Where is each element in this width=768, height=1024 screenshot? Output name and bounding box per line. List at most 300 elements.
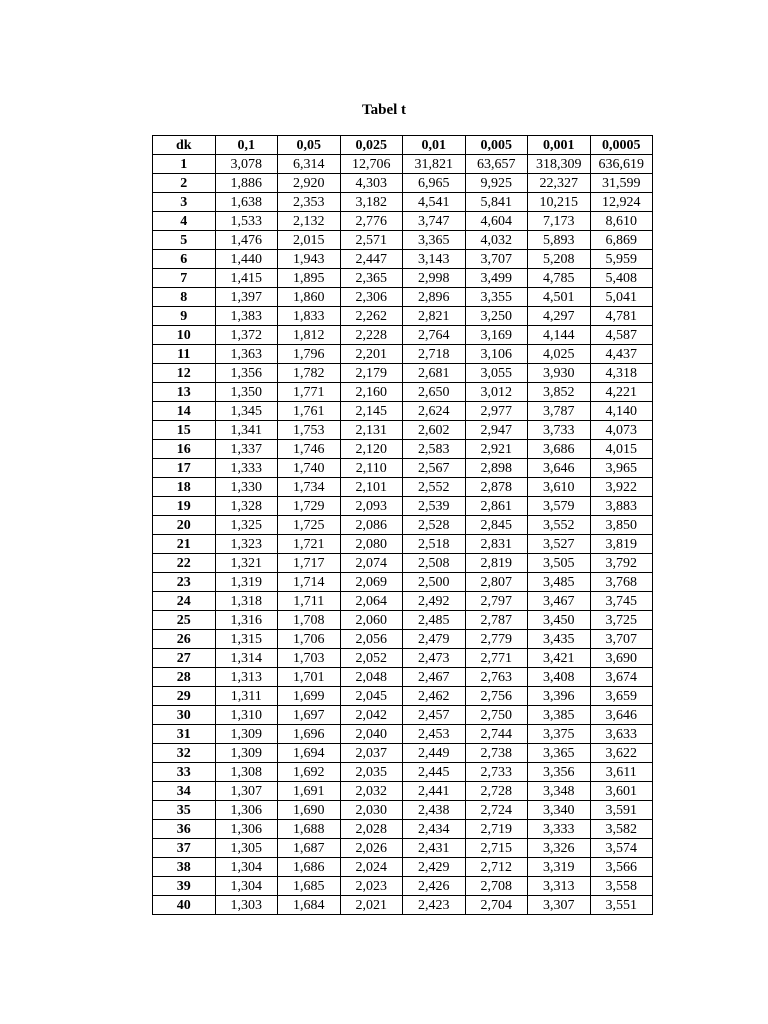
- table-cell: 1,311: [215, 687, 278, 706]
- row-dk-cell: 18: [153, 478, 216, 497]
- table-row: [153, 383, 653, 402]
- table-cell: 1,309: [215, 744, 278, 763]
- table-row: [153, 630, 653, 649]
- table-row: [153, 573, 653, 592]
- table-row: [153, 801, 653, 820]
- table-row: [153, 554, 653, 573]
- table-cell: 1,734: [278, 478, 341, 497]
- table-cell: 318,309: [528, 155, 591, 174]
- table-cell: 3,659: [590, 687, 653, 706]
- table-cell: 3,819: [590, 535, 653, 554]
- row-dk-cell: 10: [153, 326, 216, 345]
- table-cell: 3,707: [465, 250, 528, 269]
- table-cell: 2,040: [340, 725, 403, 744]
- table-row: [153, 288, 653, 307]
- table-row: [153, 326, 653, 345]
- table-cell: 3,852: [528, 383, 591, 402]
- row-dk-cell: 3: [153, 193, 216, 212]
- table-cell: 2,756: [465, 687, 528, 706]
- table-cell: 2,228: [340, 326, 403, 345]
- row-dk-cell: 6: [153, 250, 216, 269]
- table-cell: 3,333: [528, 820, 591, 839]
- row-dk-cell: 28: [153, 668, 216, 687]
- table-cell: 4,303: [340, 174, 403, 193]
- table-cell: 3,686: [528, 440, 591, 459]
- row-dk-cell: 32: [153, 744, 216, 763]
- row-dk-cell: 26: [153, 630, 216, 649]
- table-cell: 4,587: [590, 326, 653, 345]
- table-cell: 2,977: [465, 402, 528, 421]
- row-dk-cell: 29: [153, 687, 216, 706]
- table-cell: 5,841: [465, 193, 528, 212]
- table-cell: 2,074: [340, 554, 403, 573]
- table-cell: 2,120: [340, 440, 403, 459]
- table-cell: 8,610: [590, 212, 653, 231]
- table-row: [153, 364, 653, 383]
- table-cell: 2,462: [403, 687, 466, 706]
- table-cell: 1,761: [278, 402, 341, 421]
- table-cell: 1,397: [215, 288, 278, 307]
- row-dk-cell: 33: [153, 763, 216, 782]
- table-cell: 2,064: [340, 592, 403, 611]
- table-cell: 1,304: [215, 877, 278, 896]
- table-cell: 3,450: [528, 611, 591, 630]
- table-cell: 3,582: [590, 820, 653, 839]
- table-cell: 2,032: [340, 782, 403, 801]
- table-cell: 2,492: [403, 592, 466, 611]
- table-cell: 2,353: [278, 193, 341, 212]
- table-cell: 1,310: [215, 706, 278, 725]
- table-cell: 1,684: [278, 896, 341, 915]
- table-cell: 3,365: [403, 231, 466, 250]
- table-cell: 2,434: [403, 820, 466, 839]
- table-cell: 3,527: [528, 535, 591, 554]
- table-cell: 31,599: [590, 174, 653, 193]
- table-row: [153, 497, 653, 516]
- table-cell: 1,313: [215, 668, 278, 687]
- table-cell: 2,602: [403, 421, 466, 440]
- table-cell: 2,201: [340, 345, 403, 364]
- table-cell: 2,028: [340, 820, 403, 839]
- table-cell: 4,437: [590, 345, 653, 364]
- table-cell: 1,638: [215, 193, 278, 212]
- row-dk-cell: 9: [153, 307, 216, 326]
- table-cell: 1,725: [278, 516, 341, 535]
- table-cell: 1,740: [278, 459, 341, 478]
- table-cell: 3,055: [465, 364, 528, 383]
- table-row: [153, 459, 653, 478]
- table-cell: 3,707: [590, 630, 653, 649]
- table-cell: 2,921: [465, 440, 528, 459]
- column-header: 0,01: [403, 136, 466, 155]
- t-table: [152, 135, 653, 915]
- table-cell: 2,508: [403, 554, 466, 573]
- table-cell: 12,706: [340, 155, 403, 174]
- table-row: [153, 193, 653, 212]
- table-cell: 3,012: [465, 383, 528, 402]
- table-cell: 2,528: [403, 516, 466, 535]
- table-cell: 3,355: [465, 288, 528, 307]
- table-cell: 1,476: [215, 231, 278, 250]
- column-header: 0,0005: [590, 136, 653, 155]
- table-cell: 1,711: [278, 592, 341, 611]
- table-cell: 3,365: [528, 744, 591, 763]
- table-cell: 3,435: [528, 630, 591, 649]
- row-dk-cell: 16: [153, 440, 216, 459]
- table-cell: 1,943: [278, 250, 341, 269]
- row-dk-cell: 36: [153, 820, 216, 839]
- table-cell: 3,499: [465, 269, 528, 288]
- table-cell: 1,753: [278, 421, 341, 440]
- table-cell: 5,408: [590, 269, 653, 288]
- table-cell: 6,314: [278, 155, 341, 174]
- table-cell: 1,303: [215, 896, 278, 915]
- table-cell: 1,771: [278, 383, 341, 402]
- table-row: [153, 421, 653, 440]
- table-cell: 2,552: [403, 478, 466, 497]
- table-row: [153, 858, 653, 877]
- table-cell: 3,768: [590, 573, 653, 592]
- row-dk-cell: 40: [153, 896, 216, 915]
- table-cell: 2,539: [403, 497, 466, 516]
- table-cell: 2,365: [340, 269, 403, 288]
- table-cell: 3,633: [590, 725, 653, 744]
- table-cell: 6,965: [403, 174, 466, 193]
- table-cell: 3,610: [528, 478, 591, 497]
- table-cell: 2,571: [340, 231, 403, 250]
- table-cell: 3,485: [528, 573, 591, 592]
- table-cell: 2,110: [340, 459, 403, 478]
- table-cell: 2,056: [340, 630, 403, 649]
- table-cell: 3,611: [590, 763, 653, 782]
- table-cell: 4,025: [528, 345, 591, 364]
- row-dk-cell: 8: [153, 288, 216, 307]
- table-header-row: [153, 136, 653, 155]
- table-cell: 3,574: [590, 839, 653, 858]
- row-dk-cell: 34: [153, 782, 216, 801]
- table-cell: 4,221: [590, 383, 653, 402]
- table-cell: 2,947: [465, 421, 528, 440]
- table-cell: 3,307: [528, 896, 591, 915]
- table-cell: 1,833: [278, 307, 341, 326]
- column-header: 0,005: [465, 136, 528, 155]
- table-cell: 1,323: [215, 535, 278, 554]
- table-cell: 2,086: [340, 516, 403, 535]
- table-cell: 2,763: [465, 668, 528, 687]
- table-cell: 2,650: [403, 383, 466, 402]
- table-cell: 1,306: [215, 820, 278, 839]
- table-cell: 2,145: [340, 402, 403, 421]
- table-cell: 2,724: [465, 801, 528, 820]
- table-cell: 2,738: [465, 744, 528, 763]
- table-cell: 7,173: [528, 212, 591, 231]
- table-cell: 3,326: [528, 839, 591, 858]
- column-header-dk: dk: [153, 136, 216, 155]
- table-cell: 3,505: [528, 554, 591, 573]
- table-cell: 2,101: [340, 478, 403, 497]
- table-row: [153, 687, 653, 706]
- table-row: [153, 725, 653, 744]
- table-cell: 3,356: [528, 763, 591, 782]
- table-cell: 1,415: [215, 269, 278, 288]
- table-cell: 1,717: [278, 554, 341, 573]
- table-cell: 1,325: [215, 516, 278, 535]
- table-cell: 3,421: [528, 649, 591, 668]
- table-row: [153, 174, 653, 193]
- row-dk-cell: 12: [153, 364, 216, 383]
- row-dk-cell: 24: [153, 592, 216, 611]
- table-cell: 2,429: [403, 858, 466, 877]
- table-cell: 4,073: [590, 421, 653, 440]
- table-cell: 2,431: [403, 839, 466, 858]
- row-dk-cell: 5: [153, 231, 216, 250]
- table-cell: 2,453: [403, 725, 466, 744]
- column-header: 0,001: [528, 136, 591, 155]
- table-cell: 1,691: [278, 782, 341, 801]
- table-cell: 1,697: [278, 706, 341, 725]
- table-cell: 2,779: [465, 630, 528, 649]
- table-cell: 1,350: [215, 383, 278, 402]
- table-cell: 3,747: [403, 212, 466, 231]
- table-cell: 2,132: [278, 212, 341, 231]
- table-cell: 2,708: [465, 877, 528, 896]
- table-cell: 2,473: [403, 649, 466, 668]
- table-cell: 4,032: [465, 231, 528, 250]
- table-cell: 2,878: [465, 478, 528, 497]
- table-cell: 1,692: [278, 763, 341, 782]
- table-cell: 4,604: [465, 212, 528, 231]
- table-cell: 4,501: [528, 288, 591, 307]
- table-cell: 3,396: [528, 687, 591, 706]
- table-cell: 1,363: [215, 345, 278, 364]
- table-row: [153, 877, 653, 896]
- table-cell: 2,023: [340, 877, 403, 896]
- table-cell: 2,441: [403, 782, 466, 801]
- table-cell: 2,518: [403, 535, 466, 554]
- table-cell: 2,896: [403, 288, 466, 307]
- table-cell: 1,699: [278, 687, 341, 706]
- table-cell: 3,558: [590, 877, 653, 896]
- row-dk-cell: 27: [153, 649, 216, 668]
- table-cell: 3,883: [590, 497, 653, 516]
- table-cell: 1,316: [215, 611, 278, 630]
- table-cell: 4,144: [528, 326, 591, 345]
- row-dk-cell: 25: [153, 611, 216, 630]
- table-cell: 1,328: [215, 497, 278, 516]
- row-dk-cell: 38: [153, 858, 216, 877]
- table-cell: 1,440: [215, 250, 278, 269]
- table-cell: 4,785: [528, 269, 591, 288]
- table-row: [153, 212, 653, 231]
- row-dk-cell: 37: [153, 839, 216, 858]
- row-dk-cell: 2: [153, 174, 216, 193]
- table-cell: 3,348: [528, 782, 591, 801]
- row-dk-cell: 13: [153, 383, 216, 402]
- table-cell: 1,319: [215, 573, 278, 592]
- table-cell: 2,845: [465, 516, 528, 535]
- table-cell: 2,500: [403, 573, 466, 592]
- table-cell: 3,169: [465, 326, 528, 345]
- table-cell: 1,304: [215, 858, 278, 877]
- table-cell: 2,042: [340, 706, 403, 725]
- table-cell: 3,579: [528, 497, 591, 516]
- table-cell: 3,552: [528, 516, 591, 535]
- table-cell: 4,781: [590, 307, 653, 326]
- table-row: [153, 592, 653, 611]
- table-cell: 2,719: [465, 820, 528, 839]
- table-cell: 3,551: [590, 896, 653, 915]
- table-cell: 3,674: [590, 668, 653, 687]
- table-cell: 3,250: [465, 307, 528, 326]
- table-cell: 2,179: [340, 364, 403, 383]
- row-dk-cell: 4: [153, 212, 216, 231]
- column-header: 0,1: [215, 136, 278, 155]
- table-cell: 3,690: [590, 649, 653, 668]
- table-cell: 2,021: [340, 896, 403, 915]
- row-dk-cell: 17: [153, 459, 216, 478]
- row-dk-cell: 23: [153, 573, 216, 592]
- table-cell: 1,895: [278, 269, 341, 288]
- table-body: [153, 155, 653, 915]
- table-cell: 2,819: [465, 554, 528, 573]
- table-cell: 3,106: [465, 345, 528, 364]
- table-cell: 1,782: [278, 364, 341, 383]
- table-cell: 1,337: [215, 440, 278, 459]
- page-title: Tabel t: [361, 102, 407, 118]
- table-cell: 2,479: [403, 630, 466, 649]
- table-cell: 2,898: [465, 459, 528, 478]
- table-cell: 1,318: [215, 592, 278, 611]
- table-cell: 2,030: [340, 801, 403, 820]
- table-row: [153, 744, 653, 763]
- table-row: [153, 345, 653, 364]
- table-cell: 3,385: [528, 706, 591, 725]
- row-dk-cell: 11: [153, 345, 216, 364]
- table-cell: 6,869: [590, 231, 653, 250]
- table-cell: 31,821: [403, 155, 466, 174]
- table-cell: 3,566: [590, 858, 653, 877]
- table-cell: 1,686: [278, 858, 341, 877]
- table-cell: 1,372: [215, 326, 278, 345]
- table-cell: 3,725: [590, 611, 653, 630]
- table-cell: 1,685: [278, 877, 341, 896]
- table-cell: 4,318: [590, 364, 653, 383]
- table-row: [153, 896, 653, 915]
- row-dk-cell: 35: [153, 801, 216, 820]
- table-cell: 2,624: [403, 402, 466, 421]
- table-row: [153, 782, 653, 801]
- table-cell: 1,307: [215, 782, 278, 801]
- table-cell: 5,893: [528, 231, 591, 250]
- table-cell: 1,860: [278, 288, 341, 307]
- table-cell: 3,319: [528, 858, 591, 877]
- table-cell: 2,467: [403, 668, 466, 687]
- table-cell: 1,688: [278, 820, 341, 839]
- row-dk-cell: 7: [153, 269, 216, 288]
- table-cell: 4,015: [590, 440, 653, 459]
- table-cell: 5,208: [528, 250, 591, 269]
- table-cell: 1,687: [278, 839, 341, 858]
- row-dk-cell: 20: [153, 516, 216, 535]
- table-row: [153, 706, 653, 725]
- table-cell: 3,850: [590, 516, 653, 535]
- table-cell: 3,965: [590, 459, 653, 478]
- table-cell: 1,701: [278, 668, 341, 687]
- table-cell: 1,796: [278, 345, 341, 364]
- table-cell: 1,706: [278, 630, 341, 649]
- table-cell: 3,601: [590, 782, 653, 801]
- table-cell: 4,297: [528, 307, 591, 326]
- row-dk-cell: 14: [153, 402, 216, 421]
- table-row: [153, 649, 653, 668]
- table-row: [153, 155, 653, 174]
- table-cell: 1,305: [215, 839, 278, 858]
- table-cell: 2,024: [340, 858, 403, 877]
- table-cell: 1,383: [215, 307, 278, 326]
- row-dk-cell: 22: [153, 554, 216, 573]
- table-cell: 2,750: [465, 706, 528, 725]
- table-cell: 2,704: [465, 896, 528, 915]
- table-cell: 1,314: [215, 649, 278, 668]
- table-cell: 2,728: [465, 782, 528, 801]
- table-cell: 1,694: [278, 744, 341, 763]
- table-cell: 3,591: [590, 801, 653, 820]
- table-cell: 2,797: [465, 592, 528, 611]
- table-cell: 3,922: [590, 478, 653, 497]
- table-cell: 3,792: [590, 554, 653, 573]
- table-row: [153, 269, 653, 288]
- table-cell: 1,729: [278, 497, 341, 516]
- row-dk-cell: 1: [153, 155, 216, 174]
- table-cell: 2,831: [465, 535, 528, 554]
- table-cell: 1,321: [215, 554, 278, 573]
- table-cell: 2,764: [403, 326, 466, 345]
- table-cell: 2,060: [340, 611, 403, 630]
- table-row: [153, 231, 653, 250]
- table-cell: 3,340: [528, 801, 591, 820]
- table-cell: 5,959: [590, 250, 653, 269]
- table-cell: 1,308: [215, 763, 278, 782]
- table-cell: 2,052: [340, 649, 403, 668]
- table-cell: 2,423: [403, 896, 466, 915]
- table-cell: 10,215: [528, 193, 591, 212]
- table-cell: 1,333: [215, 459, 278, 478]
- row-dk-cell: 31: [153, 725, 216, 744]
- table-cell: 3,930: [528, 364, 591, 383]
- table-cell: 3,143: [403, 250, 466, 269]
- row-dk-cell: 30: [153, 706, 216, 725]
- table-row: [153, 250, 653, 269]
- table-cell: 2,037: [340, 744, 403, 763]
- table-cell: 2,045: [340, 687, 403, 706]
- table-row: [153, 440, 653, 459]
- table-cell: 1,714: [278, 573, 341, 592]
- table-cell: 2,718: [403, 345, 466, 364]
- table-cell: 2,861: [465, 497, 528, 516]
- table-cell: 1,330: [215, 478, 278, 497]
- row-dk-cell: 15: [153, 421, 216, 440]
- table-row: [153, 478, 653, 497]
- row-dk-cell: 21: [153, 535, 216, 554]
- table-row: [153, 763, 653, 782]
- table-cell: 1,341: [215, 421, 278, 440]
- table-cell: 2,026: [340, 839, 403, 858]
- table-cell: 1,306: [215, 801, 278, 820]
- table-cell: 1,721: [278, 535, 341, 554]
- table-cell: 1,746: [278, 440, 341, 459]
- table-cell: 2,681: [403, 364, 466, 383]
- table-cell: 2,069: [340, 573, 403, 592]
